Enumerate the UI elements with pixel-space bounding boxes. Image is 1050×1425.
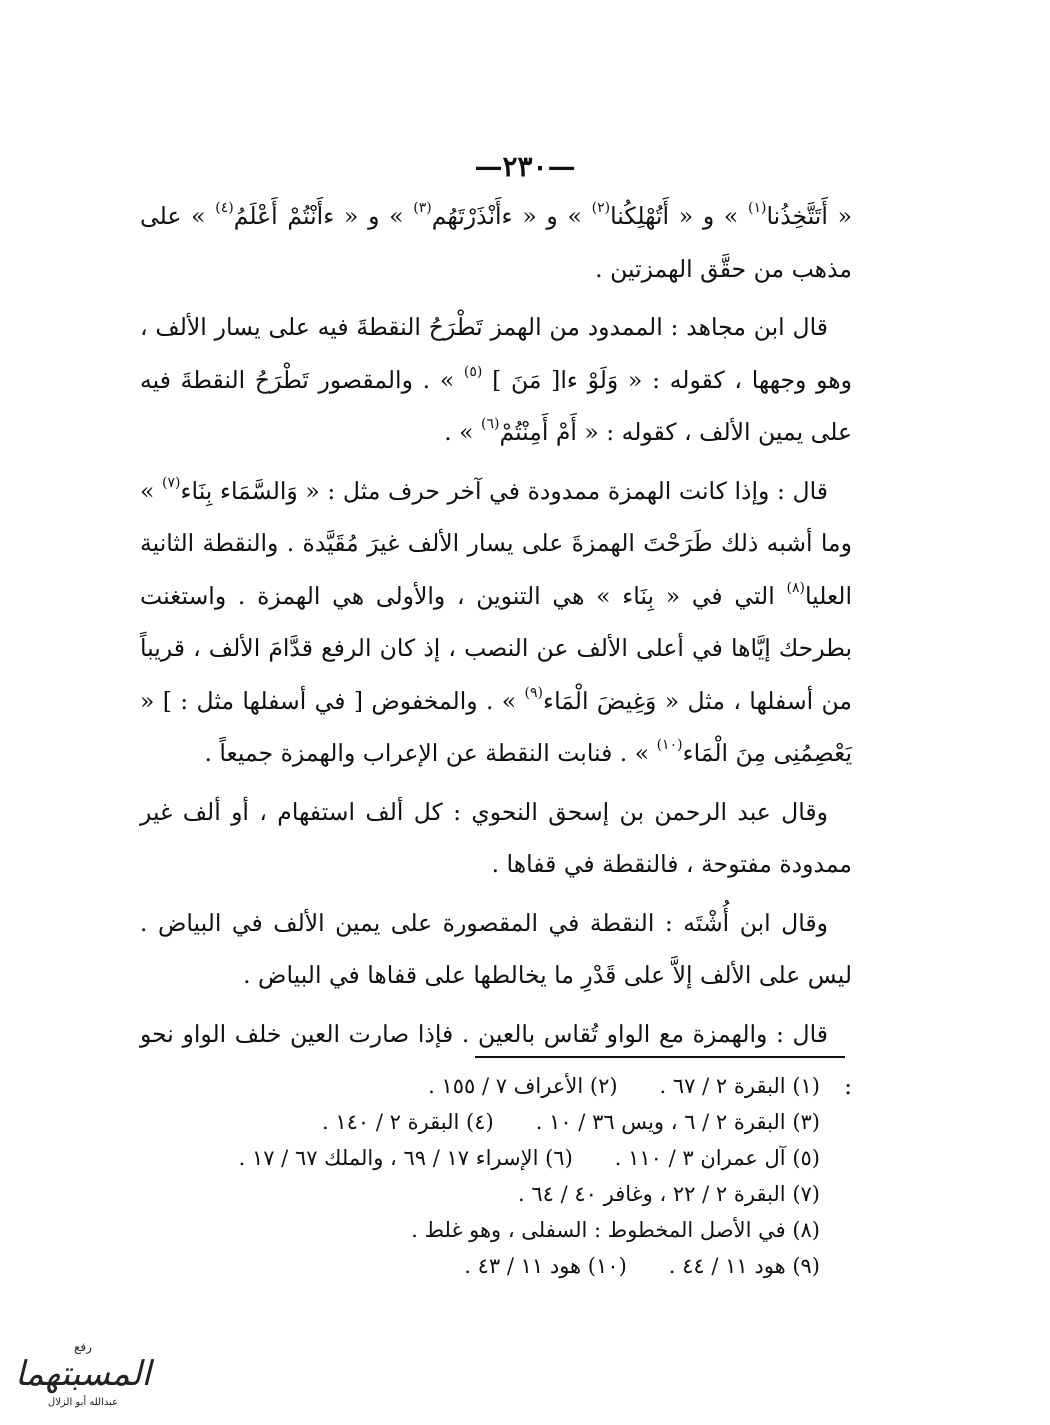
paragraph [140,190,852,295]
text-run: » و « ءأَنْذَرْتَهُم [431,202,592,230]
text-run: » و « أَتُهْلِكُنا [610,202,749,230]
footnote-reference: (٨) [786,579,805,596]
footnote-item: (٩) هود ١١ / ٤٤ . [668,1254,820,1278]
footnote-line [140,1140,820,1176]
text-run: وقال ابن أُشْتَه : النقطة في المقصورة على يمين الألف في البياض . ليس على الألف إلاَّ على قَدْرِ ما يخالطها على قفاها في البياض . [140,908,852,989]
paragraph [140,897,852,1002]
footnote-reference: (١) [748,200,767,216]
footnote-separator [475,1056,845,1058]
paragraph [140,465,852,780]
text-run: وقال عبد الرحمن بن إسحق النحوي : كل ألف استفهام ، أو ألف غير ممدودة مفتوحة ، فالنقطة في قفاها . [140,797,852,878]
footnote-reference: (٤) [215,200,234,216]
footnote-reference: (٧) [162,474,181,491]
svg-text:المسبتهما: المسبتهما [15,1354,151,1394]
text-run: » . فنابت النقطة عن الإعراب والهمزة جميعاً . [204,739,657,767]
text-run: » . والمقصور تَطْرَحُ النقطةَ فيه على يمين الألف ، كقوله : « أَمْ أَمِنْتُمْ [140,365,852,446]
footnote-item: (٨) في الأصل المخطوط : السفلى ، وهو غلط . [411,1218,820,1242]
footnote-item: (٥) آل عمران ٣ / ١١٠ . [614,1146,820,1170]
main-text-body [140,190,852,1119]
text-run: التي في « بِنَاء » هي التنوين ، والأولى هي الهمزة . واستغنت بطرحك إيَّاها في أعلى الألف عن النصب ، إذ كان الرفع قدَّامَ الألف ، قريباً من أسفلها ، مثل « وَغِيضَ الْمَاء [140,581,853,715]
svg-text:عبدالله أبو الزلال: عبدالله أبو الزلال [47,1397,119,1408]
footnote-line [140,1248,820,1284]
footnote-item: (١٠) هود ١١ / ٤٣ . [464,1254,627,1278]
text-run: » و « ءأَنْتُمْ أَعْلَمُ [233,202,414,230]
paragraph [140,301,852,459]
footnote-item: (٣) البقرة ٢ / ٦ ، ويس ٣٦ / ١٠ . [535,1110,820,1134]
paragraph [140,786,852,891]
footnote-item: (٧) البقرة ٢ / ٢٢ ، وغافر ٤٠ / ٦٤ . [518,1182,820,1206]
footnote-line [140,1212,820,1248]
footnote-reference: (٩) [524,684,544,701]
footnote-line [140,1104,820,1140]
page-number: —٢٣٠— [474,150,576,183]
text-run: » . [444,418,481,446]
text-run: قال : وإذا كانت الهمزة ممدودة في آخر حرف مثل : « وَالسَّمَاء بِنَاء [180,476,828,505]
footnote-item: (٢) الأعراف ٧ / ١٥٥ . [428,1074,618,1098]
footnote-reference: (٣) [413,200,432,216]
footnote-reference: (٢) [591,200,611,216]
footnote-reference: (٦) [480,416,500,432]
footnote-reference: (٥) [463,363,483,380]
footnote-item: (١) البقرة ٢ / ٦٧ . [659,1074,820,1098]
footnote-reference: (١٠) [656,737,683,753]
text-run: » على مذهب من حقَّق الهمزتين . [140,202,852,283]
text-run: » . والمخفوض [ في أسفلها مثل : ] « يَعْصِمُنِى مِنَ الْمَاء [140,686,852,767]
text-run: » وما أشبه ذلك طَرَحْتَ الهمزةَ على يسار الألف غيرَ مُقَيَّدة . والنقطة الثانية العليا [140,476,852,610]
footnote-item: (٦) الإسراء ١٧ / ٦٩ ، والملك ٦٧ / ١٧ . [238,1146,573,1170]
footnote-line [140,1068,820,1104]
text-run: « أَتَتَّخِذُنا [766,202,852,230]
footnote-item: (٤) البقرة ٢ / ١٤٠ . [321,1110,494,1134]
text-run: قال ابن مجاهد : الممدود من الهمز تَطْرَحُ النقطةَ فيه على يسار الألف ، وهو وجهها ، كقوله : « وَلَوْ ءا[ مَنَ ] [140,313,852,394]
svg-text:رفع: رفع [74,1340,92,1354]
library-seal-logo [8,1335,158,1415]
footnote-line [140,1176,820,1212]
text-run: قال : والهمزة مع الواو تُقاس بالعين . فإذا صارت العين خلف الواو نحو : [140,1019,852,1100]
footnotes [140,1068,820,1284]
